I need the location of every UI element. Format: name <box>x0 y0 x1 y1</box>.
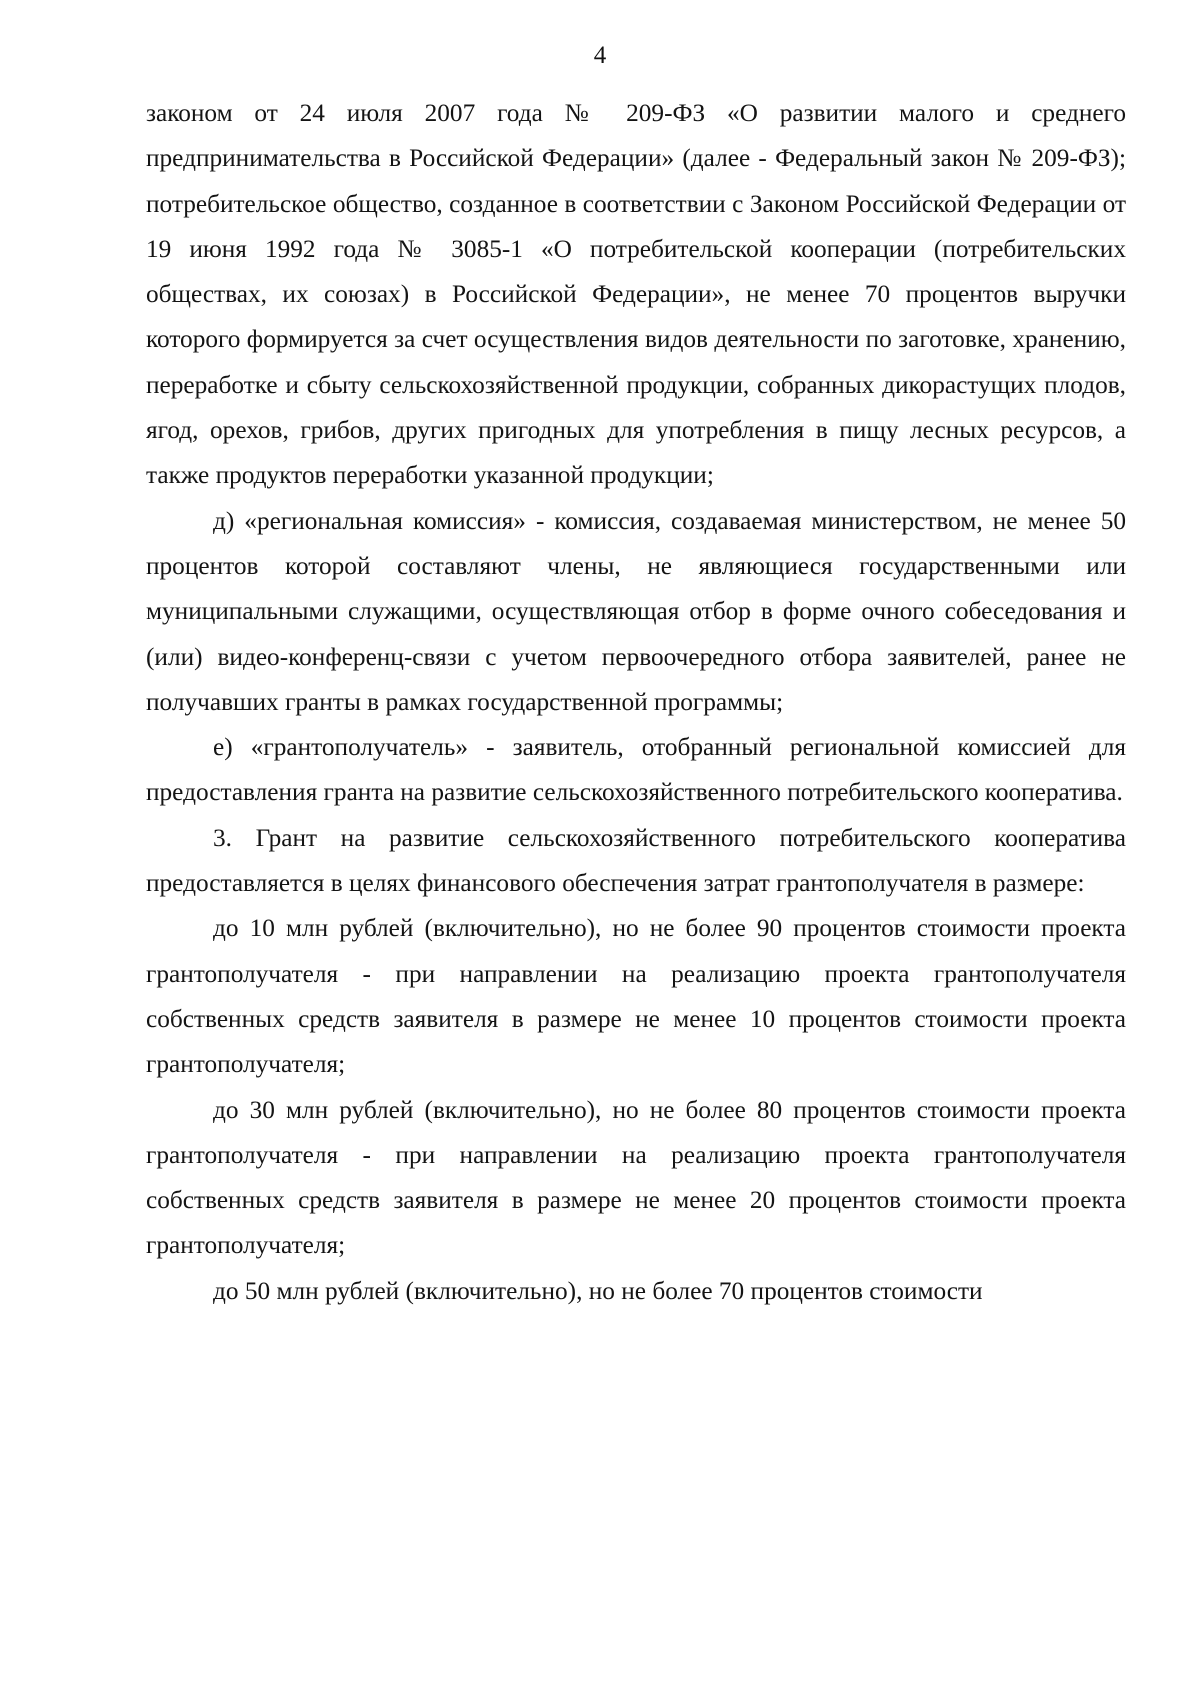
paragraph-continuation: законом от 24 июля 2007 года № 209-ФЗ «О развитии малого и среднего предпринимательства в Российской Федерации» (далее - Федеральный закон № 209-ФЗ); потребительское общество, созданное в соответствии с Законом Российской Федерации от 19 июня 1992 года № 3085-1 «О потребительской кооперации (потребительских обществах, их союзах) в Российской Федерации», не менее 70 процентов выручки которого формируется за счет осуществления видов деятельности по заготовке, хранению, переработке и сбыту сельскохозяйственной продукции, собранных дикорастущих плодов, ягод, орехов, грибов, других пригодных для употребления в пищу лесных ресурсов, а также продуктов переработки указанной продукции; <box>146 99 1126 490</box>
paragraph-grant-50mln: до 50 млн рублей (включительно), но не более 70 процентов стоимости <box>213 1276 983 1305</box>
paragraph-clause-3: 3. Грант на развитие сельскохозяйственного потребительского кооператива предоставляется в целях финансового обеспечения затрат грантополучателя в размере: <box>146 823 1126 898</box>
page-number: 4 <box>593 42 607 69</box>
paragraph-item-e: е) «грантополучатель» - заявитель, отобранный региональной комиссией для предоставления гранта на развитие сельскохозяйственного потребительского кооператива. <box>146 733 1126 807</box>
document-body <box>146 91 1126 1314</box>
paragraph-grant-10mln: до 10 млн рублей (включительно), но не более 90 процентов стоимости проекта грантополучателя - при направлении на реализацию проекта грантополучателя собственных средств заявителя в размере не менее 10 процентов стоимости проекта грантополучателя; <box>146 914 1126 1079</box>
paragraph-item-d: д) «региональная комиссия» - комиссия, создаваемая министерством, не менее 50 процентов которой составляют члены, не являющиеся государственными или муниципальными служащими, осуществляющая отбор в форме очного собеседования и (или) видео-конференц-связи с учетом первоочередного отбора заявителей, ранее не получавших гранты в рамках государственной программы; <box>146 506 1126 716</box>
paragraph-grant-30mln: до 30 млн рублей (включительно), но не более 80 процентов стоимости проекта грантополучателя - при направлении на реализацию проекта грантополучателя собственных средств заявителя в размере не менее 20 процентов стоимости проекта грантополучателя; <box>146 1095 1126 1260</box>
